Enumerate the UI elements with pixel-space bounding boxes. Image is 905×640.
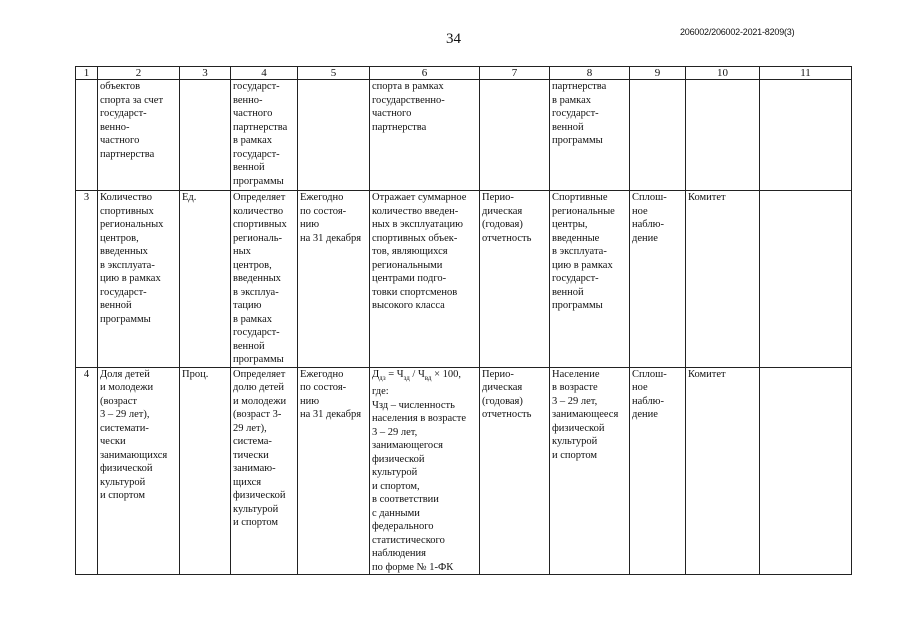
formula-subscript: зд bbox=[403, 373, 410, 382]
observation-unit bbox=[630, 80, 686, 191]
notes-cell bbox=[760, 367, 852, 575]
row-number: 4 bbox=[76, 367, 98, 575]
data-source: Перио- дическая (годовая) отчетность bbox=[480, 191, 550, 368]
column-header: 11 bbox=[760, 67, 852, 80]
responsible-body: Комитет bbox=[686, 191, 760, 368]
observation-unit: Сплош- ное наблю- дение bbox=[630, 191, 686, 368]
column-header: 9 bbox=[630, 67, 686, 80]
column-header: 5 bbox=[298, 67, 370, 80]
row-number: 3 bbox=[76, 191, 98, 368]
responsible-body bbox=[686, 80, 760, 191]
responsible-body: Комитет bbox=[686, 367, 760, 575]
column-header: 10 bbox=[686, 67, 760, 80]
column-header: 6 bbox=[370, 67, 480, 80]
indicators-table bbox=[75, 66, 852, 575]
unit-of-measure: Проц. bbox=[180, 367, 231, 575]
data-source bbox=[480, 80, 550, 191]
formula-operator: / bbox=[409, 368, 418, 380]
time-characteristic bbox=[298, 80, 370, 191]
page-number: 34 bbox=[446, 31, 461, 47]
formula-explanation: где: Чзд – численность населения в возрасте 3 – 29 лет, занимающегося физической культурой и спортом, в соответствии с данными федерального статистического наблюдения по форме № 1-ФК bbox=[372, 386, 467, 573]
population-object: Население в возрасте 3 – 29 лет, занимающееся физической культурой и спортом bbox=[550, 367, 630, 575]
column-header: 4 bbox=[231, 67, 298, 80]
observation-unit: Сплош- ное наблю- дение bbox=[630, 367, 686, 575]
table-header-row bbox=[76, 67, 852, 80]
unit-of-measure: Ед. bbox=[180, 191, 231, 368]
notes-cell bbox=[760, 191, 852, 368]
formula-symbol: Ч bbox=[417, 368, 425, 380]
column-header: 1 bbox=[76, 67, 98, 80]
indicator-definition: Определяет количество спортивных региональ- ных центров, введенных в эксплуа- тацию в рамках государст- венной программы bbox=[231, 191, 298, 368]
indicator-definition: Определяет долю детей и молодежи (возраст 3- 29 лет), система- тически занимаю- щихся физической культурой и спортом bbox=[231, 367, 298, 575]
indicator-name: объектов спорта за счет государст- венно- частного партнерства bbox=[98, 80, 180, 191]
formula-operator: = bbox=[385, 368, 397, 380]
share-formula bbox=[372, 369, 461, 380]
formula-symbol: Д bbox=[372, 368, 380, 380]
data-source: Перио- дическая (годовая) отчетность bbox=[480, 367, 550, 575]
formula-subscript: вд bbox=[424, 373, 432, 382]
formula-symbol: Ч bbox=[396, 368, 404, 380]
time-characteristic: Ежегодно по состоя- нию на 31 декабря bbox=[298, 191, 370, 368]
column-header: 8 bbox=[550, 67, 630, 80]
table-row bbox=[76, 367, 852, 575]
document-id: 206002/206002-2021-8209(3) bbox=[680, 27, 795, 37]
unit-of-measure bbox=[180, 80, 231, 191]
calculation-method: Отражает суммарное количество введен- ных в эксплуатацию спортивных объек- тов, являющихся региональными центрами подго- товки спортсменов высокого класса bbox=[370, 191, 480, 368]
calculation-method: спорта в рамках государственно- частного партнерства bbox=[370, 80, 480, 191]
formula-tail: × 100, bbox=[431, 368, 462, 380]
notes-cell bbox=[760, 80, 852, 191]
indicator-name: Доля детей и молодежи (возраст 3 – 29 лет), системати- чески занимающихся физической культурой и спортом bbox=[98, 367, 180, 575]
formula-subscript: дз bbox=[379, 373, 386, 382]
population-object: Спортивные региональные центры, введенные в эксплуата- цию в рамках государст- венной программы bbox=[550, 191, 630, 368]
row-number bbox=[76, 80, 98, 191]
indicator-name: Количество спортивных региональных центров, введенных в эксплуата- цию в рамках государст- венной программы bbox=[98, 191, 180, 368]
table-row bbox=[76, 191, 852, 368]
column-header: 3 bbox=[180, 67, 231, 80]
time-characteristic: Ежегодно по состоя- нию на 31 декабря bbox=[298, 367, 370, 575]
calculation-method bbox=[370, 367, 480, 575]
column-header: 2 bbox=[98, 67, 180, 80]
population-object: партнерства в рамках государст- венной программы bbox=[550, 80, 630, 191]
indicator-definition: государст- венно- частного партнерства в рамках государст- венной программы bbox=[231, 80, 298, 191]
table-row bbox=[76, 80, 852, 191]
column-header: 7 bbox=[480, 67, 550, 80]
